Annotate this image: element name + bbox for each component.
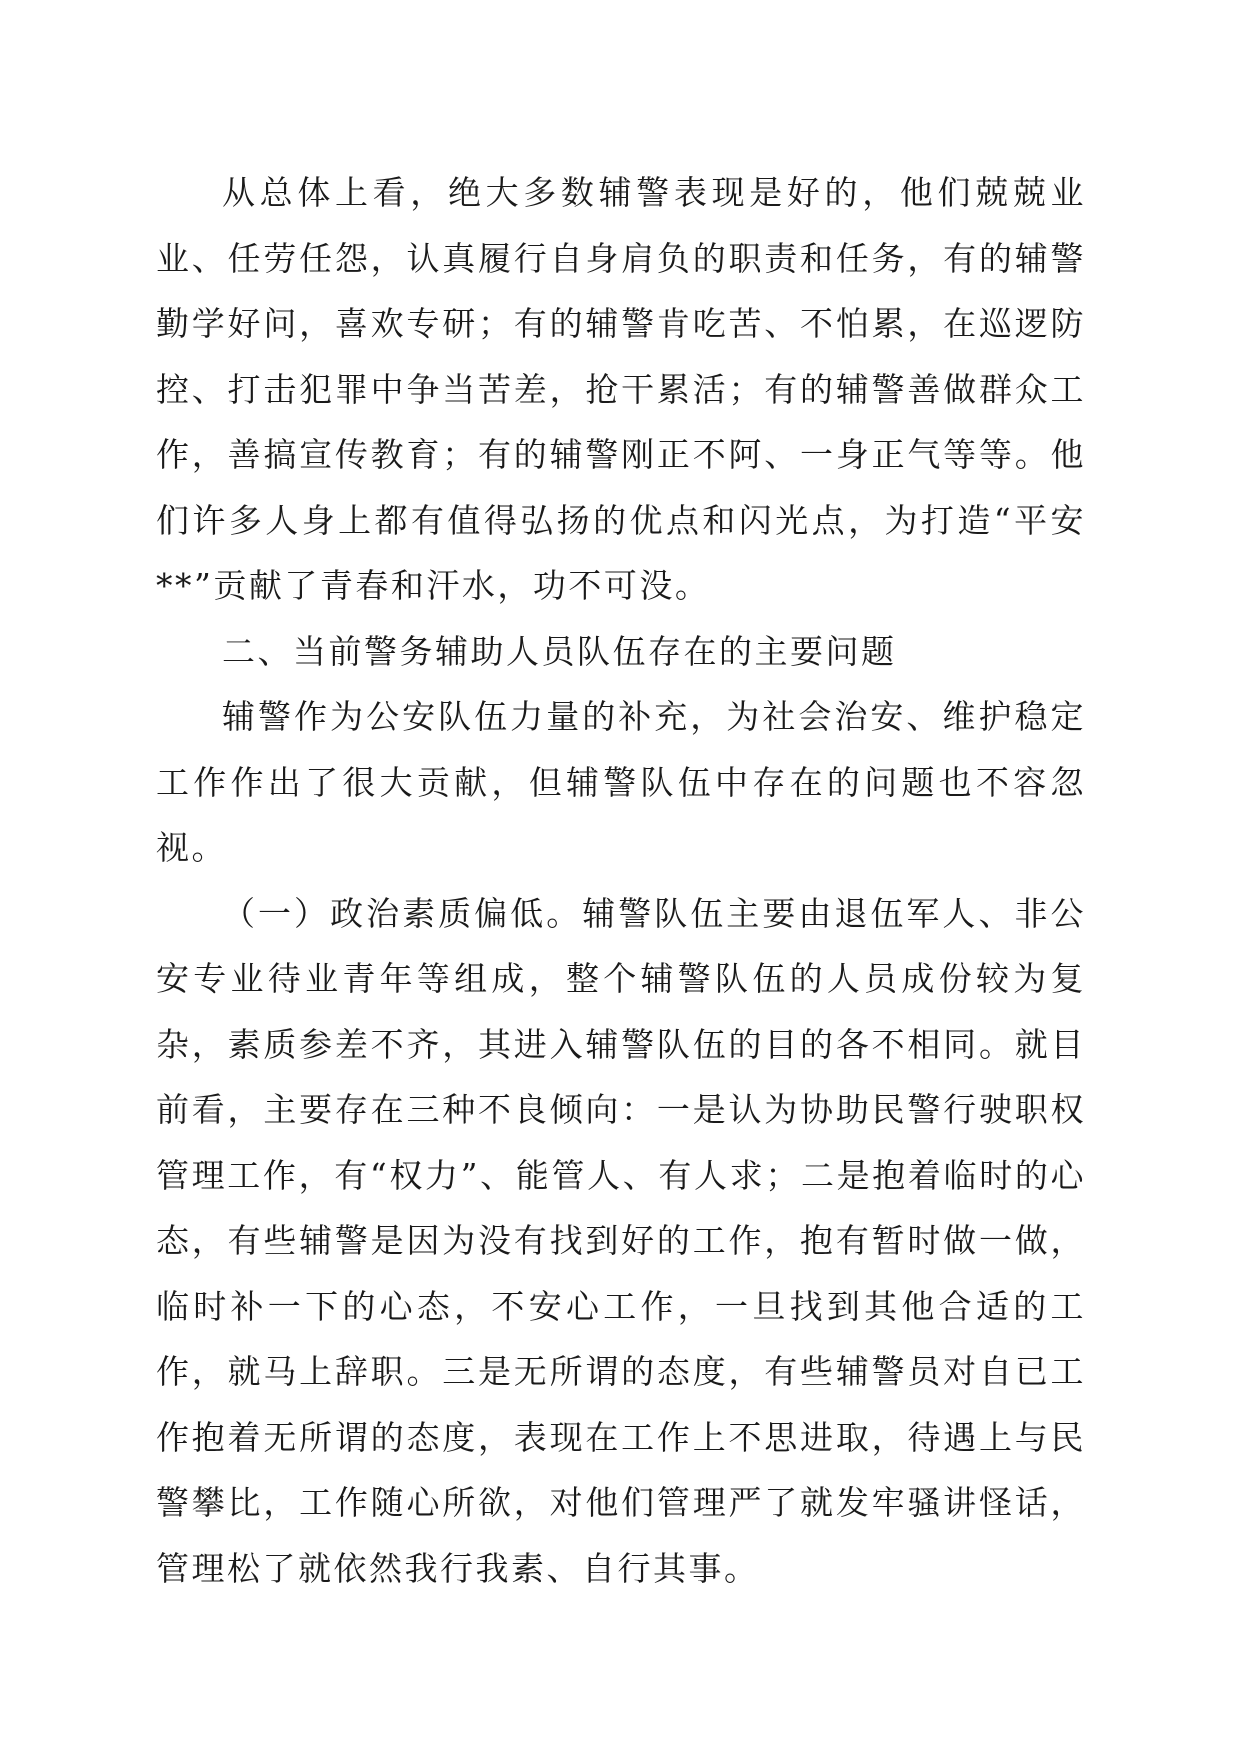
paragraph-overview: 从总体上看，绝大多数辅警表现是好的，他们兢兢业业、任劳任怨，认真履行自身肩负的职责和任务，有的辅警勤学好问，喜欢专研；有的辅警肯吃苦、不怕累，在巡逻防控、打击犯罪中争当苦差，抢干累活；有的辅警善做群众工作，善搞宣传教育；有的辅警刚正不阿、一身正气等等。他们许多人身上都有值得弘扬的优点和闪光点，为打造“平安**”贡献了青春和汗水，功不可没。 xyxy=(156,173,1086,605)
paragraph-auxiliary-police-intro: 辅警作为公安队伍力量的补充，为社会治安、维护稳定工作作出了很大贡献，但辅警队伍中存在的问题也不容忽视。 xyxy=(156,697,1086,867)
paragraph-political-quality: （一）政治素质偏低。辅警队伍主要由退伍军人、非公安专业待业青年等组成，整个辅警队伍的人员成份较为复杂，素质参差不齐，其进入辅警队伍的目的各不相同。就目前看，主要存在三种不良倾向：一是认为协助民警行驶职权管理工作，有“权力”、能管人、有人求；二是抱着临时的心态，有些辅警是因为没有找到好的工作，抱有暂时做一做，临时补一下的心态，不安心工作，一旦找到其他合适的工作，就马上辞职。三是无所谓的态度，有些辅警员对自已工作抱着无所谓的态度，表现在工作上不思进取，待遇上与民警攀比，工作随心所欲，对他们管理严了就发牢骚讲怪话，管理松了就依然我行我素、自行其事。 xyxy=(156,893,1086,1588)
document-body xyxy=(156,160,1086,1601)
section-heading-main-problems: 二、当前警务辅助人员队伍存在的主要问题 xyxy=(222,631,897,671)
